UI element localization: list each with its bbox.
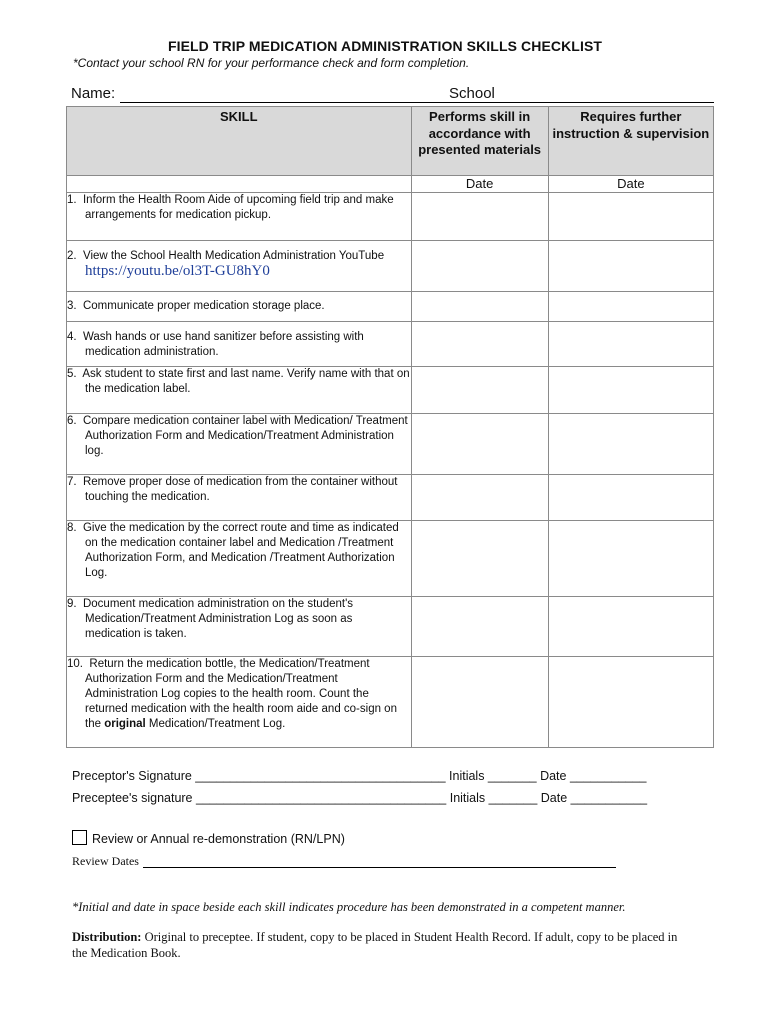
- skill-2-requires-cell[interactable]: [548, 241, 713, 292]
- skill-2-performs-cell[interactable]: [411, 241, 548, 292]
- skill-4-requires-cell[interactable]: [548, 322, 713, 367]
- name-school-row: [71, 85, 716, 105]
- distribution-note: [72, 929, 692, 961]
- review-checkbox-row: [72, 830, 345, 846]
- review-dates-label: Review Dates: [72, 854, 139, 868]
- skill-2: 2. View the School Health Medication Administration YouTube https://youtu.be/ol3T-GU8hY0: [67, 241, 412, 292]
- header-performs: Performs skill in accordance with presented materials: [411, 107, 548, 176]
- skill-3: 3. Communicate proper medication storage place.: [67, 292, 412, 322]
- skill-6-performs-cell[interactable]: [411, 414, 548, 475]
- distribution-label: Distribution:: [72, 930, 142, 944]
- review-dates: [72, 854, 139, 869]
- header-skill: SKILL: [67, 107, 412, 176]
- skill-8: 8. Give the medication by the correct route and time as indicated on the medication container label and Medication /Treatment Authorization Form, and Medication /Treatment Authorization Log.: [67, 521, 412, 597]
- review-checkbox[interactable]: [72, 830, 87, 845]
- school-field[interactable]: [496, 102, 714, 103]
- skill-1-performs-cell[interactable]: [411, 193, 548, 241]
- youtube-link[interactable]: https://youtu.be/ol3T-GU8hY0: [85, 263, 270, 279]
- date-label-performs: Date: [411, 176, 548, 193]
- skill-6-requires-cell[interactable]: [548, 414, 713, 475]
- skill-8-performs-cell[interactable]: [411, 521, 548, 597]
- skill-4-performs-cell[interactable]: [411, 322, 548, 367]
- skill-1-requires-cell[interactable]: [548, 193, 713, 241]
- school-label: School: [449, 85, 495, 102]
- preceptor-signature-line[interactable]: Preceptor's Signature ____________________________________ Initials _______ Date ___________: [72, 769, 647, 783]
- skill-10-requires-cell[interactable]: [548, 657, 713, 748]
- preceptee-signature-line[interactable]: Preceptee's signature ____________________________________ Initials _______ Date ___________: [72, 791, 648, 805]
- skills-table: [66, 106, 714, 748]
- skill-9-performs-cell[interactable]: [411, 597, 548, 657]
- review-checkbox-label: Review or Annual re-demonstration (RN/LPN): [92, 832, 345, 846]
- skill-8-requires-cell[interactable]: [548, 521, 713, 597]
- skill-5-performs-cell[interactable]: [411, 367, 548, 414]
- skill-3-requires-cell[interactable]: [548, 292, 713, 322]
- skill-5-requires-cell[interactable]: [548, 367, 713, 414]
- skill-7-requires-cell[interactable]: [548, 475, 713, 521]
- skill-7-performs-cell[interactable]: [411, 475, 548, 521]
- date-spacer: [67, 176, 412, 193]
- footnote: *Initial and date in space beside each skill indicates procedure has been demonstrated in a competent manner.: [72, 900, 626, 914]
- skill-6: 6. Compare medication container label with Medication/ Treatment Authorization Form and Medication/Treatment Administration log.: [67, 414, 412, 475]
- skill-4: 4. Wash hands or use hand sanitizer before assisting with medication administration.: [67, 322, 412, 367]
- form-title: FIELD TRIP MEDICATION ADMINISTRATION SKILLS CHECKLIST: [167, 38, 603, 54]
- skill-9: 9. Document medication administration on the student's Medication/Treatment Administration Log as soon as medication is taken.: [67, 597, 412, 657]
- skill-9-requires-cell[interactable]: [548, 597, 713, 657]
- review-dates-field[interactable]: [143, 867, 616, 868]
- distribution-text: Original to preceptee. If student, copy to be placed in Student Health Record. If adult, copy to be placed in the Medication Book.: [72, 930, 678, 960]
- skill-7: 7. Remove proper dose of medication from the container without touching the medication.: [67, 475, 412, 521]
- date-label-requires: Date: [548, 176, 713, 193]
- header-requires: Requires further instruction & supervision: [548, 107, 713, 176]
- name-label: Name:: [71, 85, 116, 102]
- skill-3-performs-cell[interactable]: [411, 292, 548, 322]
- skill-5: 5. Ask student to state first and last name. Verify name with that on the medication label.: [67, 367, 412, 414]
- skill-10-performs-cell[interactable]: [411, 657, 548, 748]
- name-field[interactable]: [120, 102, 498, 103]
- skill-1: 1. Inform the Health Room Aide of upcoming field trip and make arrangements for medication pickup.: [67, 193, 412, 241]
- skill-10: 10. Return the medication bottle, the Medication/Treatment Authorization Form and the Medication/Treatment Administration Log copies to the health room. Count the returned medication with the health room aide and co-sign on the original Medication/Treatment Log.: [67, 657, 412, 748]
- contact-note: *Contact your school RN for your performance check and form completion.: [73, 56, 470, 70]
